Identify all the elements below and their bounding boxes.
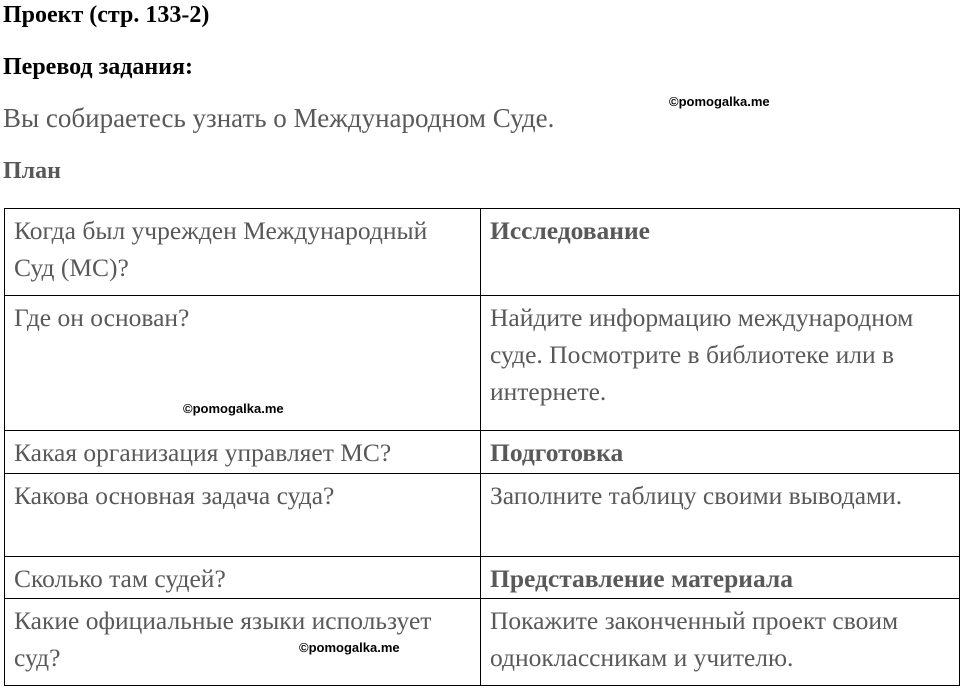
page-title: Проект (стр. 133-2) [3, 2, 210, 28]
question-cell: Когда был учрежден Международный Суд (МС)? [5, 209, 481, 296]
table-row [5, 599, 960, 686]
table-row [5, 557, 960, 599]
instruction-cell: Покажите законченный проект своим одноклассникам и учителю. [481, 599, 960, 686]
instruction-cell: Найдите информацию международном суде. Посмотрите в библиотеке или в интернете. [481, 296, 960, 431]
instruction-cell: Заполните таблицу своими выводами. [481, 474, 960, 557]
watermark: ©pomogalka.me [299, 640, 400, 655]
table-row [5, 431, 960, 474]
watermark: ©pomogalka.me [669, 94, 770, 109]
question-cell: Какова основная задача суда? [5, 474, 481, 557]
stage-heading-cell: Исследование [481, 209, 960, 296]
plan-heading: План [3, 158, 61, 184]
question-cell: Какие официальные языки использует суд? [5, 599, 481, 686]
question-cell: Какая организация управляет МС? [5, 431, 481, 474]
plan-table [4, 208, 960, 686]
stage-heading-cell: Подготовка [481, 431, 960, 474]
watermark: ©pomogalka.me [183, 401, 284, 416]
question-cell: Где он основан? [5, 296, 481, 431]
stage-heading-cell: Представление материала [481, 557, 960, 599]
table-row [5, 209, 960, 296]
table-row [5, 474, 960, 557]
question-cell: Сколько там судей? [5, 557, 481, 599]
section-heading: Перевод задания: [3, 54, 193, 80]
task-text: Вы собираетесь узнать о Международном Суде. [3, 103, 555, 133]
table-row [5, 296, 960, 431]
